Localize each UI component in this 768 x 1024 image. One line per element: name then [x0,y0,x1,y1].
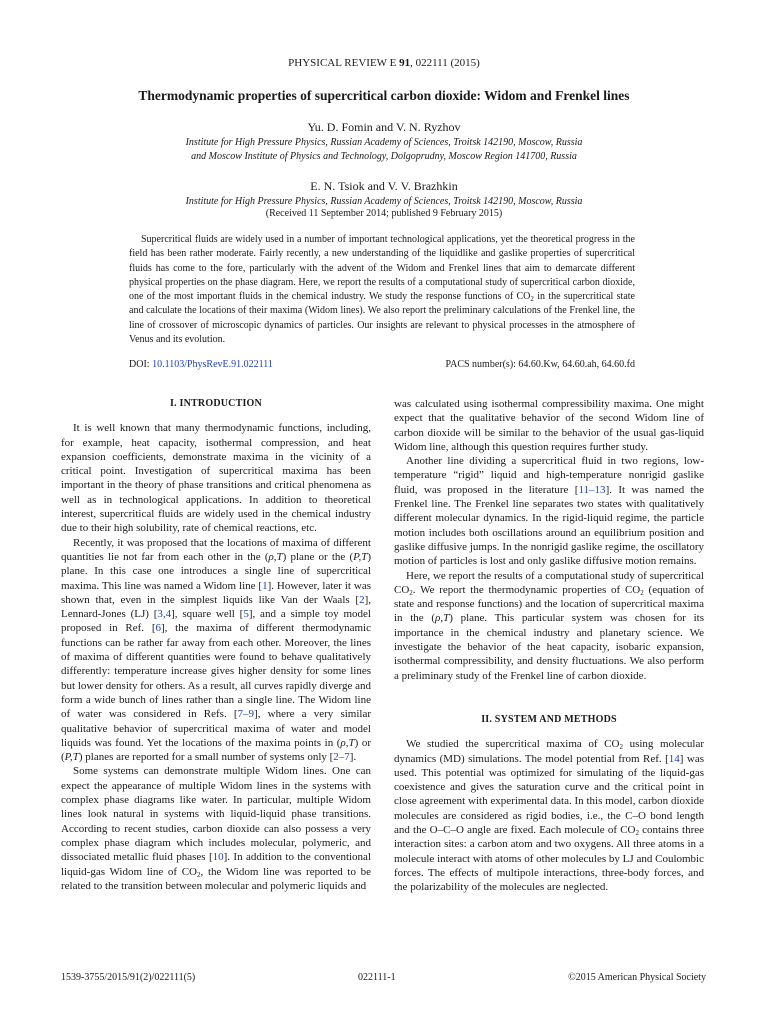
section-heading-system-and-methods: II. SYSTEM AND METHODS [481,713,617,725]
paragraph: was calculated using isothermal compressibility maxima. One might expect that the qualitative behavior of the second Widom line of carbon dioxide will be similar to the behavior of the usual gas-liquid Widom line, although this question requires further study. [394,398,704,453]
received-dates: (Received 11 September 2014; published 9 February 2015) [265,208,503,219]
citation-link[interactable]: 7–9 [237,708,255,721]
paragraph: Recently, it was proposed that the locations of maxima of different quantities lie not far from each other in the (ρ,T) plane or the (P,T) plane. In this case one introduces a single line of supercritical maxima. This line was named a Widom line [1]. However, later it was shown that, even in the simplest liquids like Van der Waals [2], Lennard-Jones (LJ) [3,4], square well [5], and a simple toy model proposed in Ref. [6], the maxima of different thermodynamic functions can be rather far away from each other. Moreover, the lines of maxima of different quantities were found to behave qualitatively differently: temperature increase gives higher density for some lines but lower density for others. As a result, all curves rapidly diverge and form a wide bunch of lines rather than a single line. The Widom line of water was considered in Refs. [7–9], where a very similar qualitative behavior of supercritical maxima of water and model liquids was found. Yet the locations of the maxima points in (ρ,T) or (P,T) planes are reported for a small number of systems only [2–7]. [61,536,371,764]
pacs-numbers: PACS number(s): 64.60.Kw, 64.60.ah, 64.60.fd [445,359,635,370]
citation-link[interactable]: 1 [262,579,268,592]
affiliation-2: Institute for High Pressure Physics, Russian Academy of Sciences, Troitsk 142190, Moscow, Russia [185,196,583,207]
doi-link[interactable]: 10.1103/PhysRevE.91.022111 [152,359,273,370]
doi-label: DOI: [129,359,153,370]
section-heading-introduction: I. INTRODUCTION [170,398,262,409]
authors-group-2: E. N. Tsiok and V. V. Brazhkin [310,179,458,193]
affiliation-1-line-2: and Moscow Institute of Physics and Technology, Dolgoprudny, Moscow Region 141700, Russia [191,150,577,162]
citation-link[interactable]: 10 [212,851,224,864]
paragraph: Here, we report the results of a computational study of supercritical $CO_2$. We report the thermodynamic properties of $CO_2$ (equation of state and response functions) and the location of supercritical maxima in the (ρ,T) plane. This particular system was chosen for its importance in the chemical industry and planetary science. We investigate the behavior of the heat capacity, isobaric expansion, isothermal compressibility, and density fluctuations. We also perform a preliminary study of the Frenkel line of carbon dioxide. [394,569,705,682]
journal-header: PHYSICAL REVIEW E 91, 022111 (2015) [288,57,480,69]
footer-page-number: 022111-1 [358,972,396,983]
right-column [394,397,704,895]
footer-copyright: ©2015 American Physical Society [568,972,706,983]
abstract: Supercritical fluids are widely used in a number of important technological applications, yet the theoretical progress in the field has been rather moderate. Fairly recently, a new understanding of the liquidlike and gaslike properties of supercritical fluids has come to the fore, particularly with the advent of the Widom and Frenkel lines that aim to demarcate different physical properties on the phase diagram. Here, we report the results of a computational study of supercritical carbon dioxide, one of the most important fluids in the chemical industry. We study the response functions of $CO_2$ in the supercritical state and calculate the locations of their maxima (Widom lines). We also report the preliminary calculations of the Frenkel line, the line of crossover of microscopic dynamics of particles. Our insights are relevant to physical processes in the atmosphere of Venus and its evolution. [129,234,635,346]
paragraph: Some systems can demonstrate multiple Widom lines. One can expect the appearance of multiple Widom lines in the systems with complex phase diagrams like water. In particular, multiple Widom lines look natural in systems with liquid-liquid phase transitions. According to recent studies, carbon dioxide can also possess a very complex phase diagram which includes molecular, polymeric, and dissociated metallic fluid phases [10]. In addition to the conventional liquid-gas Widom line of $CO_2$, the Widom line was reported to be related to the transition between molecular and polymeric liquids and [61,765,371,892]
citation-link[interactable]: 2 [359,593,365,606]
citation-link[interactable]: 14 [668,752,680,765]
citation-link[interactable]: 6 [155,622,161,635]
paragraph: We studied the supercritical maxima of $CO_2$ using molecular dynamics (MD) simulations. The model potential from Ref. [14] was used. This potential was optimized for simulating of the liquid-gas coexistence and gives the saturation curve and the critical point in close agreement with experimental data. In this model, carbon dioxide molecules are considered as rigid bodies, i.e., the C–O bond length and the O–C–O angle are fixed. Each molecule of $CO_2$ contains three interaction sites: a carbon atom and two oxygens. All three atoms in a molecule interact with atoms of other molecules by LJ and Coulombic forces. The effects of multipole interactions, three-body forces, and the polarizability of the molecules are neglected. [394,738,704,894]
affiliation-1 [0,136,768,163]
citation-link[interactable]: 3,4 [157,608,172,621]
paragraph: Another line dividing a supercritical fluid in two regions, low-temperature “rigid” liquid and high-temperature nonrigid gaslike fluid, was proposed in the literature [11–13]. It was named the Frenkel line. The Frenkel line separates two states with qualitatively different molecular dynamics. In the rigid-liquid regime, the particle motion includes both oscillations around an equilibrium position and gaslike diffusive jumps. In the nonrigid gaslike regime, the oscillatory motion of particles is lost and only gaslike diffusive motion remains. [394,455,704,568]
paper-title: Thermodynamic properties of supercritical carbon dioxide: Widom and Frenkel lines [138,88,630,103]
citation-link[interactable]: 5 [243,608,249,621]
left-column [61,397,371,893]
authors-group-1: Yu. D. Fomin and V. N. Ryzhov [307,120,461,134]
citation-link[interactable]: 2–7 [333,751,350,764]
footer-issn: 1539-3755/2015/91(2)/022111(5) [61,972,196,983]
affiliation-1-line-1: Institute for High Pressure Physics, Russian Academy of Sciences, Troitsk 142190, Moscow, Russia [185,137,583,148]
citation-link[interactable]: 11–13 [578,483,606,496]
paragraph: It is well known that many thermodynamic functions, including, for example, heat capacity, isothermal compression, and heat expansion coefficients, demonstrate maxima in the vicinity of a critical point. Investigation of supercritical maxima has been important in the theory of phase transitions and critical phenomena as well as in technological applications. In addition to theoretical interest, supercritical fluids are widely used in the chemical industry due to their high solubility, rate of chemical reactions, etc. [61,422,371,535]
